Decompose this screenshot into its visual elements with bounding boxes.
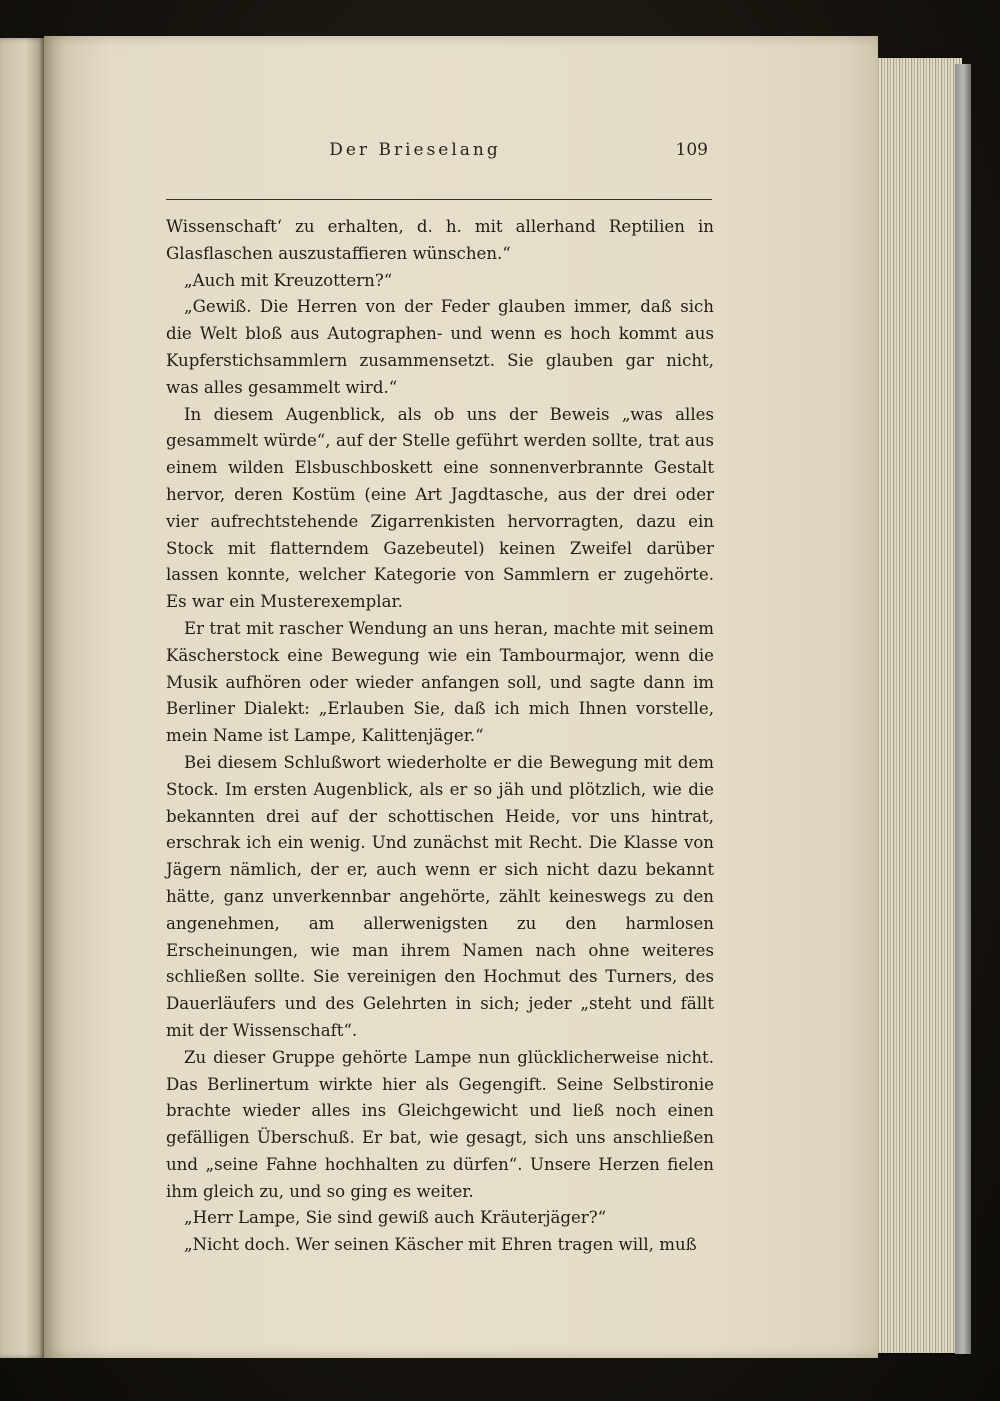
paragraph: „Gewiß. Die Herren von der Feder glauben immer, daß sich die Welt bloß aus Autographen- und wenn es hoch kommt aus Kupferstichsammlern zusammensetzt. Sie glauben gar nicht, was alles gesammelt wird.“ [166, 297, 714, 397]
paragraph: „Nicht doch. Wer seinen Käscher mit Ehren tragen will, muß [184, 1235, 697, 1255]
paragraph: Er trat mit rascher Wendung an uns heran, machte mit seinem Käscherstock eine Bewegung wie ein Tambourmajor, wenn die Musik aufhören oder wieder anfangen soll, und sagte dann im Berliner Dialekt: „Erlauben Sie, daß ich mich Ihnen vorstelle, mein Name ist Lampe, Kalittenjäger.“ [166, 618, 714, 746]
paragraph: Zu dieser Gruppe gehörte Lampe nun glücklicherweise nicht. Das Berlinertum wirkte hier als Gegengift. Seine Selbstironie brachte wieder alles ins Gleichgewicht und ließ noch einen gefälligen Überschuß. Er bat, wie gesagt, sich uns anschließen und „seine Fahne hochhalten zu dürfen“. Unsere Herzen fielen ihm gleich zu, und so ging es weiter. [166, 1047, 714, 1201]
page-block-edges [870, 58, 962, 1353]
body-text [166, 214, 714, 1259]
page-number: 109 [675, 140, 708, 160]
header-rule [166, 199, 712, 200]
paragraph: „Herr Lampe, Sie sind gewiß auch Kräuterjäger?“ [184, 1208, 607, 1228]
running-head [120, 136, 710, 166]
facing-page-edge [0, 38, 46, 1358]
paragraph: Wissenschaft‘ zu erhalten, d. h. mit allerhand Reptilien in Glasflaschen auszustaffieren wünschen.“ [166, 217, 714, 263]
paragraph: In diesem Augenblick, als ob uns der Beweis „was alles gesammelt würde“, auf der Stelle geführt werden sollte, trat aus einem wilden Elsbuschboskett eine sonnenverbrannte Gestalt hervor, deren Kostüm (eine Art Jagdtasche, aus der drei oder vier aufrechtstehende Zigarrenkisten hervorragten, dazu ein Stock mit flatterndem Gazebeutel) keinen Zweifel darüber lassen konnte, welcher Kategorie von Sammlern er zugehörte. Es war ein Musterexemplar. [166, 404, 714, 612]
paragraph: „Auch mit Kreuzottern?“ [184, 270, 393, 290]
paragraph: Bei diesem Schlußwort wiederholte er die Bewegung mit dem Stock. Im ersten Augenblick, als er so jäh und plötzlich, wie die bekannten drei auf der schottischen Heide, vor uns hintrat, erschrak ich ein wenig. Und zunächst mit Recht. Die Klasse von Jägern nämlich, der er, auch wenn er sich nicht dazu bekannt hätte, ganz unverkennbar angehörte, zählt keineswegs zu den angenehmen, am allerwenigsten zu den harmlosen Erscheinungen, wie man ihrem Namen nach ohne weiteres schließen sollte. Sie vereinigen den Hochmut des Turners, des Dauerläufers und des Gelehrten in sich; jeder „steht und fällt mit der Wissenschaft“. [166, 752, 714, 1040]
running-title: Der Brieselang [329, 140, 501, 160]
book-cover-edge [955, 64, 971, 1354]
